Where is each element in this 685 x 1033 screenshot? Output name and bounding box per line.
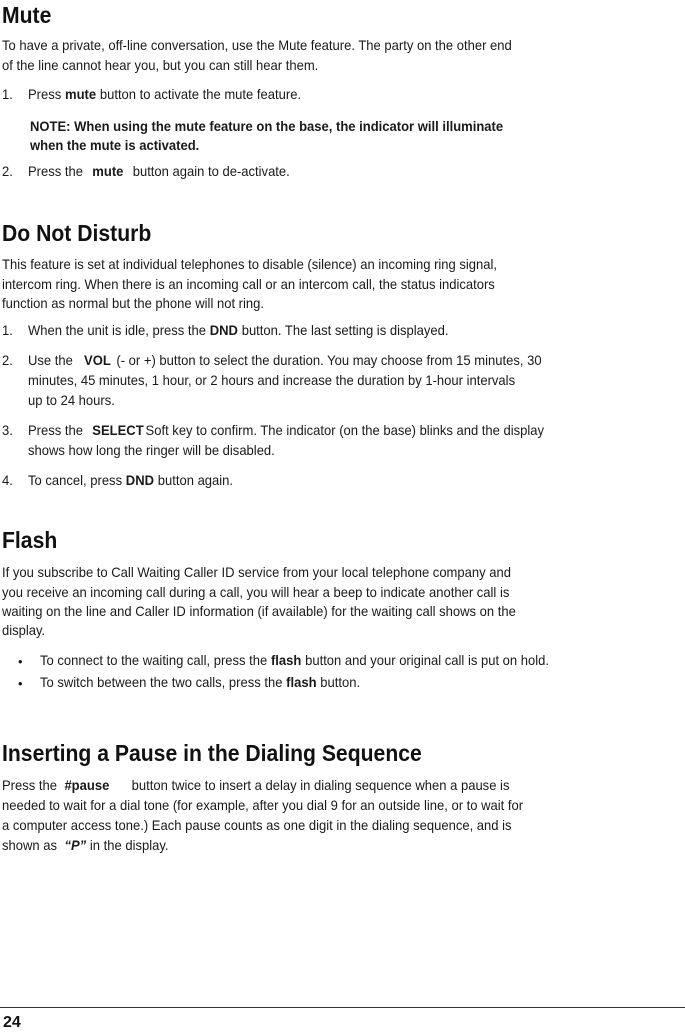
step-number: 2. (2, 352, 13, 368)
flash-intro-line: If you subscribe to Call Waiting Caller ID service from your local telephone company and (2, 564, 511, 580)
bullet-dot: • (18, 676, 23, 691)
pause-line (2, 776, 509, 796)
footer-divider (0, 1007, 685, 1008)
dnd-step-3 (28, 421, 544, 441)
page-number: 24 (3, 1014, 21, 1031)
dnd-key-label: DND (125, 472, 155, 488)
flash-intro-line: you receive an incoming call during a call, you will hear a beep to indicate another call is (2, 584, 510, 600)
mute-key-label: mute (65, 86, 97, 102)
pause-line: needed to wait for a dial tone (for example, after you dial 9 for an outside line, or to wait for (2, 797, 524, 813)
flash-intro-line: waiting on the line and Caller ID information (if available) for the waiting call shows on the (2, 603, 516, 619)
bullet-text: To connect to the waiting call, press the (40, 652, 268, 668)
step-text: button. The last setting is displayed. (241, 322, 449, 338)
step-number: 1. (2, 86, 13, 102)
pause-key-label: #pause (64, 777, 110, 793)
step-text: Soft key to confirm. The indicator (on the base) blinks and the display (145, 422, 545, 438)
flash-bullet-2 (40, 673, 360, 693)
step-text: button again to de-activate. (132, 163, 290, 179)
dnd-step-2-line: minutes, 45 minutes, 1 hour, or 2 hours and increase the duration by 1-hour intervals (28, 372, 516, 388)
dnd-key-label: DND (209, 322, 238, 338)
pause-text: Press the (2, 777, 58, 793)
step-text: Press (28, 86, 62, 102)
dnd-step-4 (28, 471, 233, 491)
step-text: button again. (157, 472, 234, 488)
dnd-heading: Do Not Disturb (2, 220, 152, 246)
dnd-step-3-line: shows how long the ringer will be disabled. (28, 442, 275, 458)
mute-intro-line: of the line cannot hear you, but you can still hear them. (2, 57, 319, 73)
bullet-text: To switch between the two calls, press the (40, 674, 283, 690)
step-text: Press the (28, 163, 84, 179)
pause-text: in the display. (89, 837, 169, 853)
select-key-label: SELECT (92, 422, 144, 438)
step-text: (- or +) button to select the duration. You may choose from 15 minutes, 30 (116, 352, 542, 368)
bullet-dot: • (18, 654, 23, 669)
dnd-step-2-line: up to 24 hours. (28, 392, 115, 408)
mute-note-line: NOTE: When using the mute feature on the base, the indicator will illuminate (30, 118, 504, 134)
bullet-text: button and your original call is put on hold. (305, 652, 550, 668)
dnd-intro-line: function as normal but the phone will not ring. (2, 295, 265, 311)
mute-step-2 (28, 162, 290, 182)
dnd-step-2 (28, 351, 542, 371)
step-text: When the unit is idle, press the (28, 322, 207, 338)
pause-line (2, 836, 169, 856)
pause-text: button twice to insert a delay in dialing sequence when a pause is (131, 777, 510, 793)
mute-intro-line: To have a private, off-line conversation, use the Mute feature. The party on the other end (2, 37, 512, 53)
mute-heading: Mute (2, 2, 52, 28)
step-text: To cancel, press (28, 472, 123, 488)
dnd-intro-line: This feature is set at individual telephones to disable (silence) an incoming ring signal, (2, 256, 498, 272)
bullet-text: button. (320, 674, 361, 690)
step-number: 4. (2, 472, 13, 488)
step-text: button to activate the mute feature. (99, 86, 302, 102)
mute-key-label: mute (92, 163, 124, 179)
mute-step-1 (28, 85, 301, 105)
flash-key-label: flash (270, 652, 302, 668)
dnd-intro-line: intercom ring. When there is an incoming call or an intercom call, the status indicators (2, 276, 495, 292)
mute-note-line: when the mute is activated. (30, 137, 200, 153)
pause-heading: Inserting a Pause in the Dialing Sequence (2, 740, 422, 766)
vol-key-label: VOL (84, 352, 111, 368)
step-number: 2. (2, 163, 13, 179)
pause-text: shown as (2, 837, 58, 853)
step-number: 1. (2, 322, 13, 338)
flash-key-label: flash (286, 674, 317, 690)
pause-symbol-label: “P” (64, 837, 87, 853)
flash-bullet-1 (40, 651, 549, 671)
step-number: 3. (2, 422, 13, 438)
pause-line: a computer access tone.) Each pause counts as one digit in the dialing sequence, and is (2, 817, 512, 833)
flash-heading: Flash (2, 527, 58, 553)
step-text: Press the (28, 422, 84, 438)
flash-intro-line: display. (2, 622, 46, 638)
dnd-step-1 (28, 321, 448, 341)
step-text: Use the (28, 352, 73, 368)
